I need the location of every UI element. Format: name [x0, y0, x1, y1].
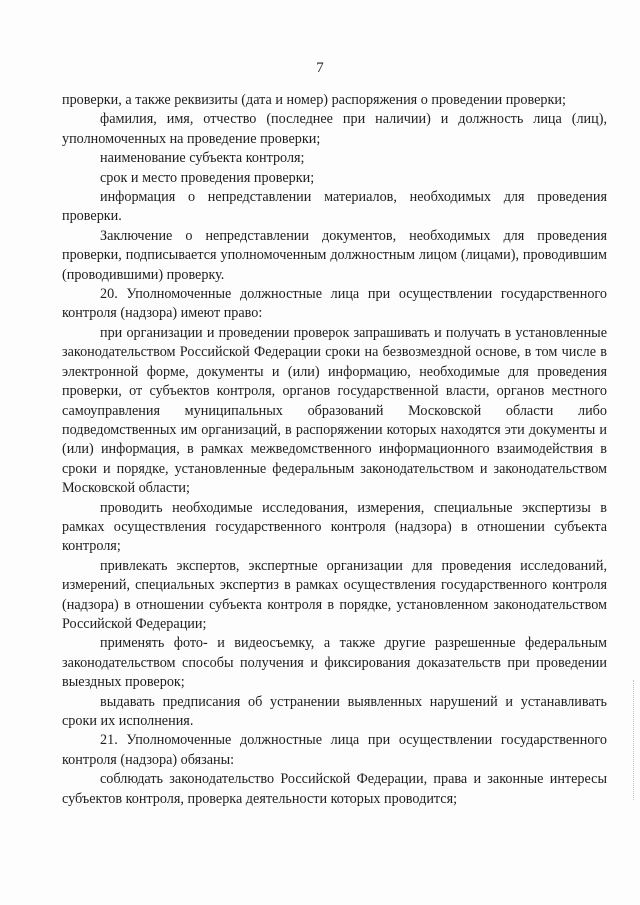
paragraph-11: применять фото- и видеосъемку, а также другие разрешенные федеральным законодательством способы получения и фиксирования доказательств при проведении выездных проверок; [62, 635, 607, 691]
paragraph-1: проверки, а также реквизиты (дата и номер) распоряжения о проведении проверки; [62, 92, 566, 108]
document-body [62, 91, 607, 809]
scan-edge-mark [631, 680, 634, 800]
paragraph-4: срок и место проведения проверки; [100, 169, 315, 186]
paragraph-7: 20. Уполномоченные должностные лица при осуществлении государственного контроля (надзора) имеют право: [62, 286, 607, 322]
paragraph-2: фамилия, имя, отчество (последнее при наличии) и должность лица (лиц), уполномоченных на проведение проверки; [62, 111, 607, 147]
paragraph-13: 21. Уполномоченные должностные лица при осуществлении государственного контроля (надзора) обязаны: [62, 732, 607, 768]
paragraph-5: информация о непредставлении материалов, необходимых для проведения проверки. [62, 189, 607, 225]
paragraph-6: Заключение о непредставлении документов, необходимых для проведения проверки, подписывается уполномоченным должностным лицом (лицами), проводившим (проводившими) проверку. [62, 227, 607, 283]
page-number: 7 [316, 60, 324, 76]
paragraph-12: выдавать предписания об устранении выявленных нарушений и устанавливать сроки их исполнения. [62, 693, 607, 729]
paragraph-9: проводить необходимые исследования, измерения, специальные экспертизы в рамках осуществления государственного контроля (надзора) в отношении субъекта контроля; [62, 499, 607, 555]
paragraph-14: соблюдать законодательство Российской Федерации, права и законные интересы субъектов контроля, проверка деятельности которых проводится; [62, 771, 607, 807]
paragraph-10: привлекать экспертов, экспертные организации для проведения исследований, измерений, специальных экспертиз в рамках осуществления государственного контроля (надзора) в отношении субъекта контроля в порядке, установленном законодательством Российской Федерации; [62, 557, 607, 632]
paragraph-8: при организации и проведении проверок запрашивать и получать в установленные законодательством Российской Федерации сроки на безвозмездной основе, в том числе в электронной форме, документы и (или) информацию, необходимые для проведения проверки, от субъектов контроля, органов государственной власти, органов местного самоуправления муниципальных образований Московской области либо подведомственных им организаций, в распоряжении которых находятся эти документы и (или) информация, в рамках межведомственного информационного взаимодействия в сроки и порядке, установленные федеральным законодательством и законодательством Московской области; [62, 324, 607, 497]
paragraph-3: наименование субъекта контроля; [100, 150, 305, 167]
